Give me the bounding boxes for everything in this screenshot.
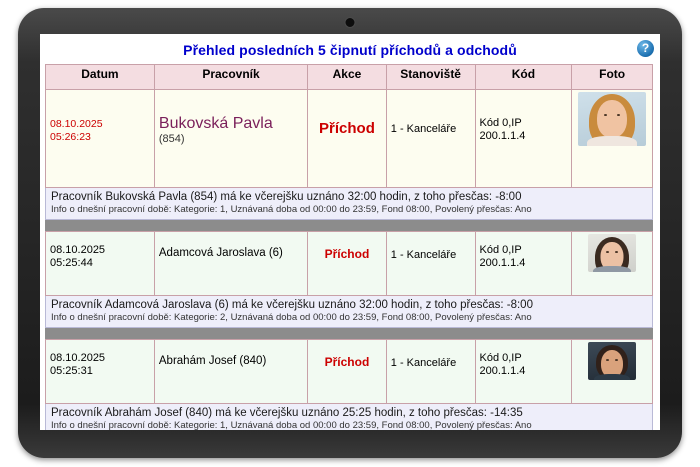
info-details: Info o dnešní pracovní době: Kategorie: 1, Uznávaná doba od 00:00 do 23:59, Fond 08:00, Povolený přesčas: Ano — [51, 204, 532, 215]
cell-worker: Adamcová Jaroslava (6) — [154, 232, 307, 296]
row-date: 08.10.2025 — [50, 244, 106, 256]
row-separator — [45, 220, 653, 231]
cell-action: Příchod — [308, 232, 387, 296]
info-block — [45, 404, 653, 430]
row-time: 05:25:44 — [50, 257, 93, 269]
screen — [40, 34, 660, 430]
row-code-line1: Kód 0,IP — [479, 244, 522, 256]
row-separator — [45, 328, 653, 339]
row-code-line2: 200.1.1.4 — [479, 257, 526, 269]
cell-photo — [572, 232, 653, 296]
cell-worker: Abrahám Josef (840) — [154, 340, 307, 404]
cell-code — [475, 232, 572, 296]
column-header-photo: Foto — [572, 65, 653, 90]
attendance-table-row3 — [45, 339, 653, 404]
row-date: 08.10.2025 — [50, 352, 106, 364]
table-header-row — [46, 65, 653, 90]
cell-photo — [572, 90, 653, 188]
cell-action: Příchod — [308, 340, 387, 404]
row-code-line1: Kód 0,IP — [479, 117, 522, 129]
row-time: 05:25:31 — [50, 365, 93, 377]
cell-worker — [154, 90, 307, 188]
column-header-worker: Pracovník — [154, 65, 307, 90]
column-header-code: Kód — [475, 65, 572, 90]
cell-station: 1 - Kanceláře — [386, 90, 475, 188]
column-header-date: Datum — [46, 65, 155, 90]
row-date: 08.10.2025 — [50, 118, 103, 130]
cell-date — [46, 340, 155, 404]
info-details: Info o dnešní pracovní době: Kategorie: 2, Uznávaná doba od 00:00 do 23:59, Fond 08:00, Povolený přesčas: Ano — [51, 312, 532, 323]
cell-date — [46, 90, 155, 188]
cell-photo — [572, 340, 653, 404]
info-details: Info o dnešní pracovní době: Kategorie: 1, Uznávaná doba od 00:00 do 23:59, Fond 08:00, Povolený přesčas: Ano — [51, 420, 532, 430]
row-worker-number: (854) — [158, 133, 185, 145]
table-row[interactable] — [46, 340, 653, 404]
table-row[interactable] — [46, 232, 653, 296]
cell-date — [46, 232, 155, 296]
table-row[interactable] — [46, 90, 653, 188]
row-code-line2: 200.1.1.4 — [479, 130, 526, 142]
page-header — [40, 34, 660, 64]
info-summary: Pracovník Adamcová Jaroslava (6) má ke včerejšku uznáno 32:00 hodin, z toho přesčas: -8:00 — [51, 299, 533, 311]
attendance-table-row2 — [45, 231, 653, 296]
column-header-station: Stanoviště — [386, 65, 475, 90]
cell-code — [475, 90, 572, 188]
row-code-line2: 200.1.1.4 — [479, 365, 526, 377]
info-block — [45, 188, 653, 220]
info-summary: Pracovník Abrahám Josef (840) má ke včerejšku uznáno 25:25 hodin, z toho přesčas: -14:35 — [51, 407, 523, 419]
info-summary: Pracovník Bukovská Pavla (854) má ke včerejšku uznáno 32:00 hodin, z toho přesčas: -8:00 — [51, 191, 522, 203]
row-worker-name: Bukovská Pavla — [158, 115, 273, 132]
attendance-table — [45, 64, 653, 188]
avatar — [578, 92, 646, 146]
help-icon[interactable]: ? — [637, 40, 654, 57]
cell-action: Příchod — [308, 90, 387, 188]
row-time: 05:26:23 — [50, 131, 91, 143]
page-title: Přehled posledních 5 čipnutí příchodů a odchodů — [183, 42, 517, 58]
cell-station: 1 - Kanceláře — [386, 340, 475, 404]
tablet-frame — [18, 8, 682, 458]
column-header-action: Akce — [308, 65, 387, 90]
cell-code — [475, 340, 572, 404]
cell-station: 1 - Kanceláře — [386, 232, 475, 296]
info-block — [45, 296, 653, 328]
avatar — [588, 342, 636, 380]
row-code-line1: Kód 0,IP — [479, 352, 522, 364]
camera-icon — [345, 17, 356, 28]
avatar — [588, 234, 636, 272]
